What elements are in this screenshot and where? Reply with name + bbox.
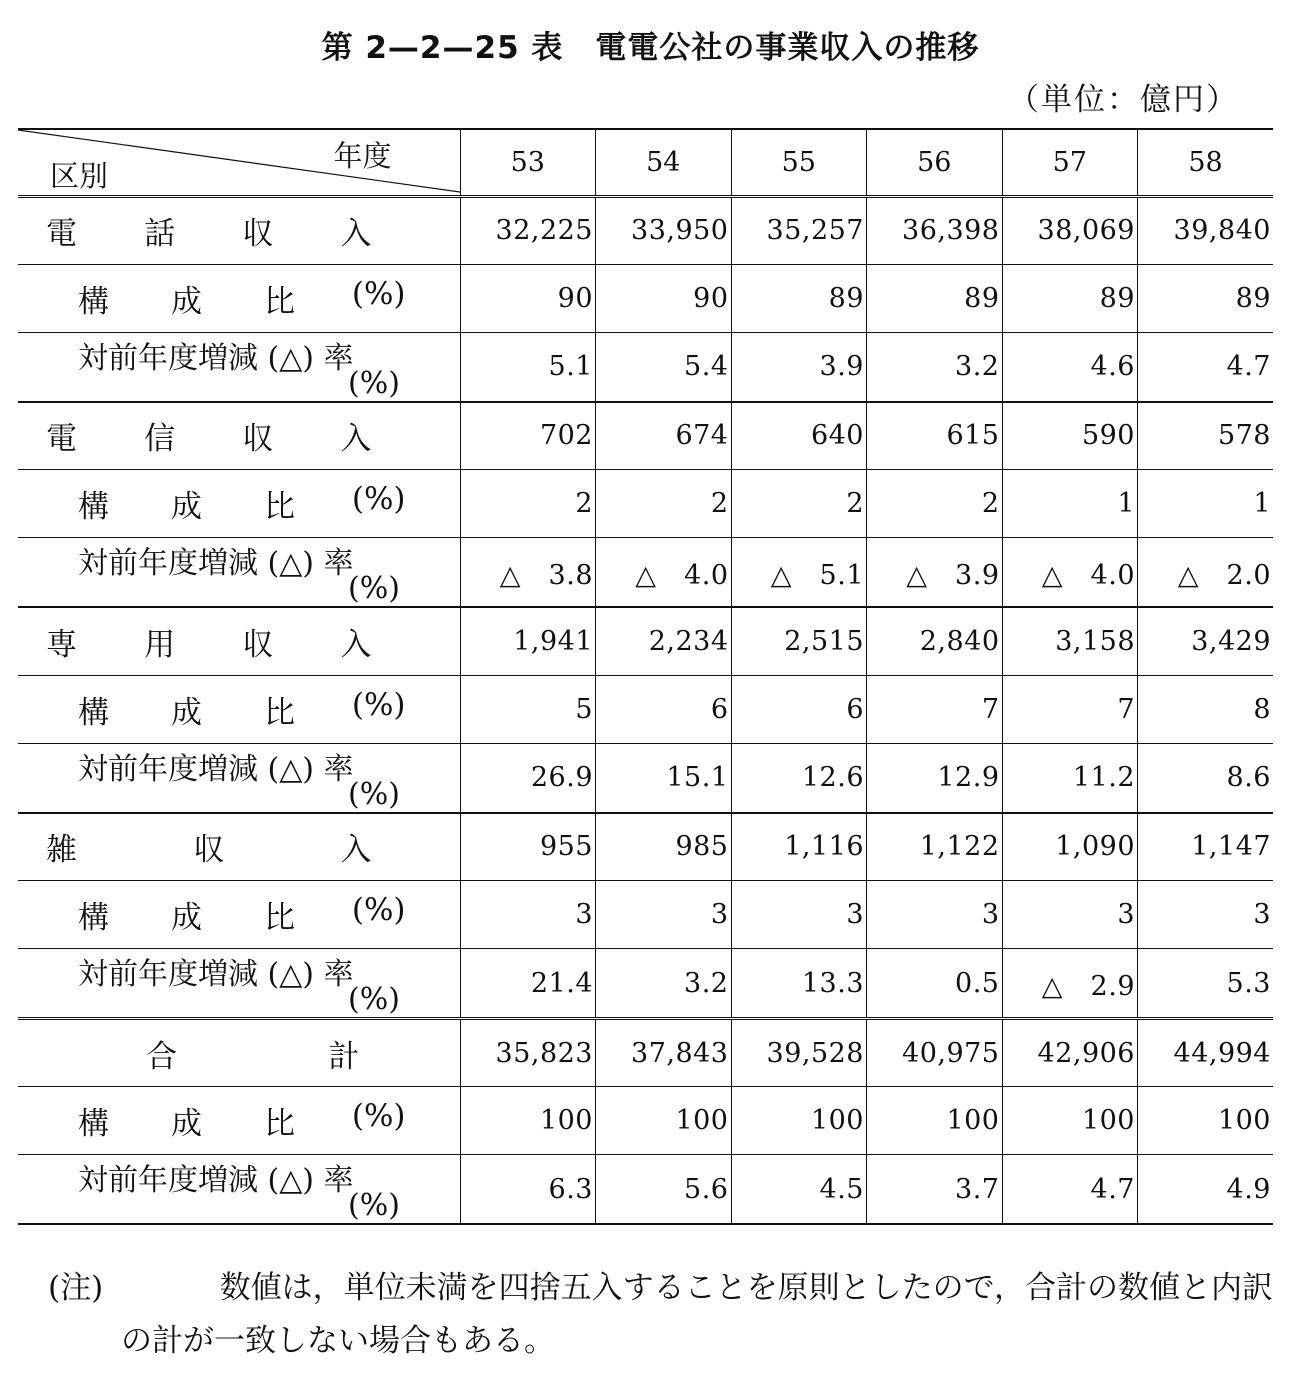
- ratio-value: 3: [867, 881, 1003, 949]
- revenue-table: [18, 128, 1273, 1225]
- ratio-label: [18, 481, 460, 526]
- percent-unit: (%): [351, 892, 406, 928]
- ratio-label-text: 構 成 比: [78, 1106, 295, 1142]
- growth-rate-label-line1: 対前年度増減 (△) 率: [78, 1163, 354, 1198]
- growth-rate-value: △ 2.0: [1138, 538, 1274, 608]
- growth-rate-label: [18, 538, 460, 606]
- year-header: 56: [867, 129, 1003, 196]
- income-value: 1,116: [731, 813, 867, 881]
- income-value: 33,950: [596, 196, 732, 264]
- growth-rate-value: 4.7: [1138, 332, 1274, 402]
- table-title: 第 2—2—25 表 電電公社の事業収入の推移: [321, 30, 980, 66]
- ratio-label: [18, 276, 460, 321]
- row-label: [18, 743, 460, 813]
- ratio-value: 3: [460, 881, 596, 949]
- income-value: 1,941: [460, 607, 596, 675]
- growth-rate-row: [18, 538, 1273, 608]
- category-name-char: 計: [328, 1038, 360, 1075]
- percent-unit: (%): [351, 686, 406, 723]
- category-name: [18, 208, 460, 253]
- growth-rate-label: [18, 333, 460, 401]
- row-label: [18, 538, 460, 608]
- income-value: 3,429: [1138, 607, 1274, 675]
- ratio-label-text: 構 成 比: [78, 694, 295, 731]
- ratio-value: 2: [731, 470, 867, 538]
- ratio-value: 6: [596, 675, 732, 743]
- category-name-char: 収: [242, 216, 274, 252]
- growth-rate-label: [18, 1155, 460, 1223]
- growth-rate-value: 5.6: [596, 1155, 732, 1225]
- year-header: 53: [460, 129, 596, 196]
- growth-rate-value: △ 2.9: [1002, 949, 1138, 1019]
- row-label: [18, 675, 460, 743]
- growth-rate-row: [18, 1155, 1273, 1225]
- ratio-value: 7: [867, 675, 1003, 743]
- category-name-char: 収: [242, 421, 274, 458]
- income-value: 985: [596, 813, 732, 881]
- ratio-value: 100: [596, 1087, 732, 1155]
- ratio-label-text: 構 成 比: [78, 489, 295, 525]
- growth-rate-row: [18, 332, 1273, 402]
- row-label: [18, 332, 460, 402]
- growth-rate-value: 5.1: [460, 332, 596, 402]
- category-name-char: 話: [144, 216, 176, 252]
- income-row: [18, 196, 1273, 264]
- growth-rate-value: 4.6: [1002, 332, 1138, 402]
- ratio-value: 2: [867, 470, 1003, 538]
- growth-rate-value: 0.5: [867, 949, 1003, 1019]
- ratio-value: 1: [1002, 470, 1138, 538]
- ratio-row: [18, 881, 1273, 949]
- ratio-value: 8: [1138, 675, 1274, 743]
- income-value: 2,515: [731, 607, 867, 675]
- income-value: 1,090: [1002, 813, 1138, 881]
- row-label: [18, 813, 460, 881]
- growth-rate-value: 12.6: [731, 743, 867, 813]
- ratio-value: 2: [460, 470, 596, 538]
- income-value: 2,840: [867, 607, 1003, 675]
- income-value: 42,906: [1002, 1019, 1138, 1087]
- ratio-row: [18, 470, 1273, 538]
- category-name-char: 電: [46, 216, 77, 252]
- year-header: 54: [596, 129, 732, 196]
- ratio-value: 3: [1002, 881, 1138, 949]
- growth-rate-value: 4.5: [731, 1155, 867, 1225]
- ratio-value: 100: [731, 1087, 867, 1155]
- ratio-label-text: 構 成 比: [78, 283, 295, 320]
- ratio-value: 3: [1138, 881, 1274, 949]
- income-value: 40,975: [867, 1019, 1003, 1087]
- income-value: 578: [1138, 402, 1274, 470]
- ratio-value: 3: [731, 881, 867, 949]
- growth-rate-value: △ 5.1: [731, 538, 867, 608]
- row-label: [18, 949, 460, 1019]
- ratio-label: [18, 1098, 460, 1143]
- ratio-value: 6: [731, 675, 867, 743]
- income-value: 36,398: [867, 196, 1003, 264]
- category-name-char: 収: [193, 832, 225, 869]
- growth-rate-value: △ 3.8: [460, 538, 596, 608]
- percent-unit: (%): [351, 275, 406, 312]
- growth-rate-value: △ 3.9: [867, 538, 1003, 608]
- year-header: 57: [1002, 129, 1138, 196]
- ratio-value: 89: [867, 264, 1003, 332]
- ratio-label-text: 構 成 比: [78, 900, 295, 936]
- ratio-row: [18, 1087, 1273, 1155]
- category-name: [18, 413, 460, 458]
- growth-rate-value: △ 4.0: [596, 538, 732, 608]
- year-header: 55: [731, 129, 867, 196]
- ratio-value: 89: [1138, 264, 1274, 332]
- category-name-char: 雑: [46, 832, 77, 869]
- row-label: [18, 470, 460, 538]
- growth-rate-value: 4.7: [1002, 1155, 1138, 1225]
- growth-rate-label: [18, 744, 460, 812]
- header-row: [18, 129, 1273, 196]
- corner-kubun-label: 区別: [50, 158, 109, 193]
- growth-rate-value: 5.3: [1138, 949, 1274, 1019]
- growth-rate-value: 13.3: [731, 949, 867, 1019]
- percent-unit: (%): [351, 481, 406, 517]
- ratio-label: [18, 892, 460, 937]
- category-name: [18, 619, 460, 664]
- ratio-label: [18, 687, 460, 732]
- growth-rate-value: △ 4.0: [1002, 538, 1138, 608]
- row-label: [18, 196, 460, 264]
- growth-rate-label: [18, 949, 460, 1017]
- growth-rate-row: [18, 949, 1273, 1019]
- income-value: 955: [460, 813, 596, 881]
- category-name: [18, 824, 460, 869]
- ratio-value: 90: [460, 264, 596, 332]
- row-label: [18, 264, 460, 332]
- income-row: [18, 402, 1273, 470]
- ratio-value: 7: [1002, 675, 1138, 743]
- growth-rate-label-line2: (%): [348, 982, 400, 1017]
- category-name-char: 電: [46, 421, 77, 458]
- ratio-value: 100: [1138, 1087, 1274, 1155]
- growth-rate-label-line1: 対前年度増減 (△) 率: [78, 957, 354, 992]
- growth-rate-label-line2: (%): [348, 365, 400, 401]
- income-value: 39,528: [731, 1019, 867, 1087]
- growth-rate-value: 15.1: [596, 743, 732, 813]
- row-label: [18, 607, 460, 675]
- category-name-char: 入: [340, 421, 372, 458]
- income-value: 590: [1002, 402, 1138, 470]
- category-name: [18, 1031, 460, 1076]
- ratio-value: 2: [596, 470, 732, 538]
- growth-rate-value: 8.6: [1138, 743, 1274, 813]
- ratio-value: 100: [867, 1087, 1003, 1155]
- growth-rate-label-line2: (%): [348, 571, 400, 606]
- row-label: [18, 402, 460, 470]
- ratio-value: 89: [1002, 264, 1138, 332]
- growth-rate-value: 4.9: [1138, 1155, 1274, 1225]
- category-name-char: 入: [340, 216, 372, 252]
- growth-rate-value: 21.4: [460, 949, 596, 1019]
- income-value: 38,069: [1002, 196, 1138, 264]
- table-body: [18, 196, 1273, 1224]
- income-value: 1,147: [1138, 813, 1274, 881]
- income-value: 37,843: [596, 1019, 732, 1087]
- income-value: 39,840: [1138, 196, 1274, 264]
- income-value: 674: [596, 402, 732, 470]
- corner-cell: [18, 129, 460, 196]
- row-label: [18, 1087, 460, 1155]
- growth-rate-label-line2: (%): [348, 1188, 400, 1223]
- ratio-row: [18, 675, 1273, 743]
- income-value: 44,994: [1138, 1019, 1274, 1087]
- row-label: [18, 1019, 460, 1087]
- footnote-marker: (注): [48, 1270, 104, 1306]
- income-value: 3,158: [1002, 607, 1138, 675]
- category-name-char: 専: [46, 626, 77, 663]
- income-value: 615: [867, 402, 1003, 470]
- ratio-value: 1: [1138, 470, 1274, 538]
- percent-unit: (%): [351, 1098, 406, 1134]
- growth-rate-label-line1: 対前年度増減 (△) 率: [78, 751, 354, 787]
- income-value: 35,823: [460, 1019, 596, 1087]
- footnote-text-line1: 数値は，単位未満を四捨五入することを原則としたので，合計の数値と内訳: [219, 1270, 1273, 1306]
- category-name-char: 信: [144, 421, 176, 458]
- growth-rate-label-line1: 対前年度増減 (△) 率: [78, 546, 354, 581]
- growth-rate-value: 26.9: [460, 743, 596, 813]
- row-label: [18, 881, 460, 949]
- growth-rate-label-line1: 対前年度増減 (△) 率: [78, 340, 354, 376]
- growth-rate-value: 5.4: [596, 332, 732, 402]
- ratio-row: [18, 264, 1273, 332]
- growth-rate-value: 3.2: [867, 332, 1003, 402]
- income-row: [18, 1019, 1273, 1087]
- income-value: 1,122: [867, 813, 1003, 881]
- ratio-value: 100: [460, 1087, 596, 1155]
- growth-rate-value: 3.9: [731, 332, 867, 402]
- growth-rate-value: 12.9: [867, 743, 1003, 813]
- category-name-char: 用: [144, 626, 176, 663]
- footnote: [48, 1262, 1273, 1368]
- footnote-text-line2: の計が一致しない場合もある。: [121, 1323, 555, 1359]
- growth-rate-value: 3.2: [596, 949, 732, 1019]
- corner-year-label: 年度: [333, 139, 392, 173]
- income-value: 2,234: [596, 607, 732, 675]
- income-value: 640: [731, 402, 867, 470]
- income-row: [18, 813, 1273, 881]
- ratio-value: 5: [460, 675, 596, 743]
- ratio-value: 89: [731, 264, 867, 332]
- income-value: 35,257: [731, 196, 867, 264]
- category-name-char: 入: [340, 832, 372, 869]
- category-name-char: 合: [146, 1038, 177, 1075]
- ratio-value: 90: [596, 264, 732, 332]
- row-label: [18, 1155, 460, 1225]
- income-value: 702: [460, 402, 596, 470]
- ratio-value: 3: [596, 881, 732, 949]
- growth-rate-value: 11.2: [1002, 743, 1138, 813]
- growth-rate-row: [18, 743, 1273, 813]
- category-name-char: 収: [242, 626, 274, 663]
- year-header: 58: [1138, 129, 1274, 196]
- growth-rate-value: 3.7: [867, 1155, 1003, 1225]
- category-name-char: 入: [340, 626, 372, 663]
- income-value: 32,225: [460, 196, 596, 264]
- growth-rate-label-line2: (%): [348, 776, 400, 812]
- ratio-value: 100: [1002, 1087, 1138, 1155]
- growth-rate-value: 6.3: [460, 1155, 596, 1225]
- unit-label: （単位：億円）: [1008, 82, 1239, 118]
- income-row: [18, 607, 1273, 675]
